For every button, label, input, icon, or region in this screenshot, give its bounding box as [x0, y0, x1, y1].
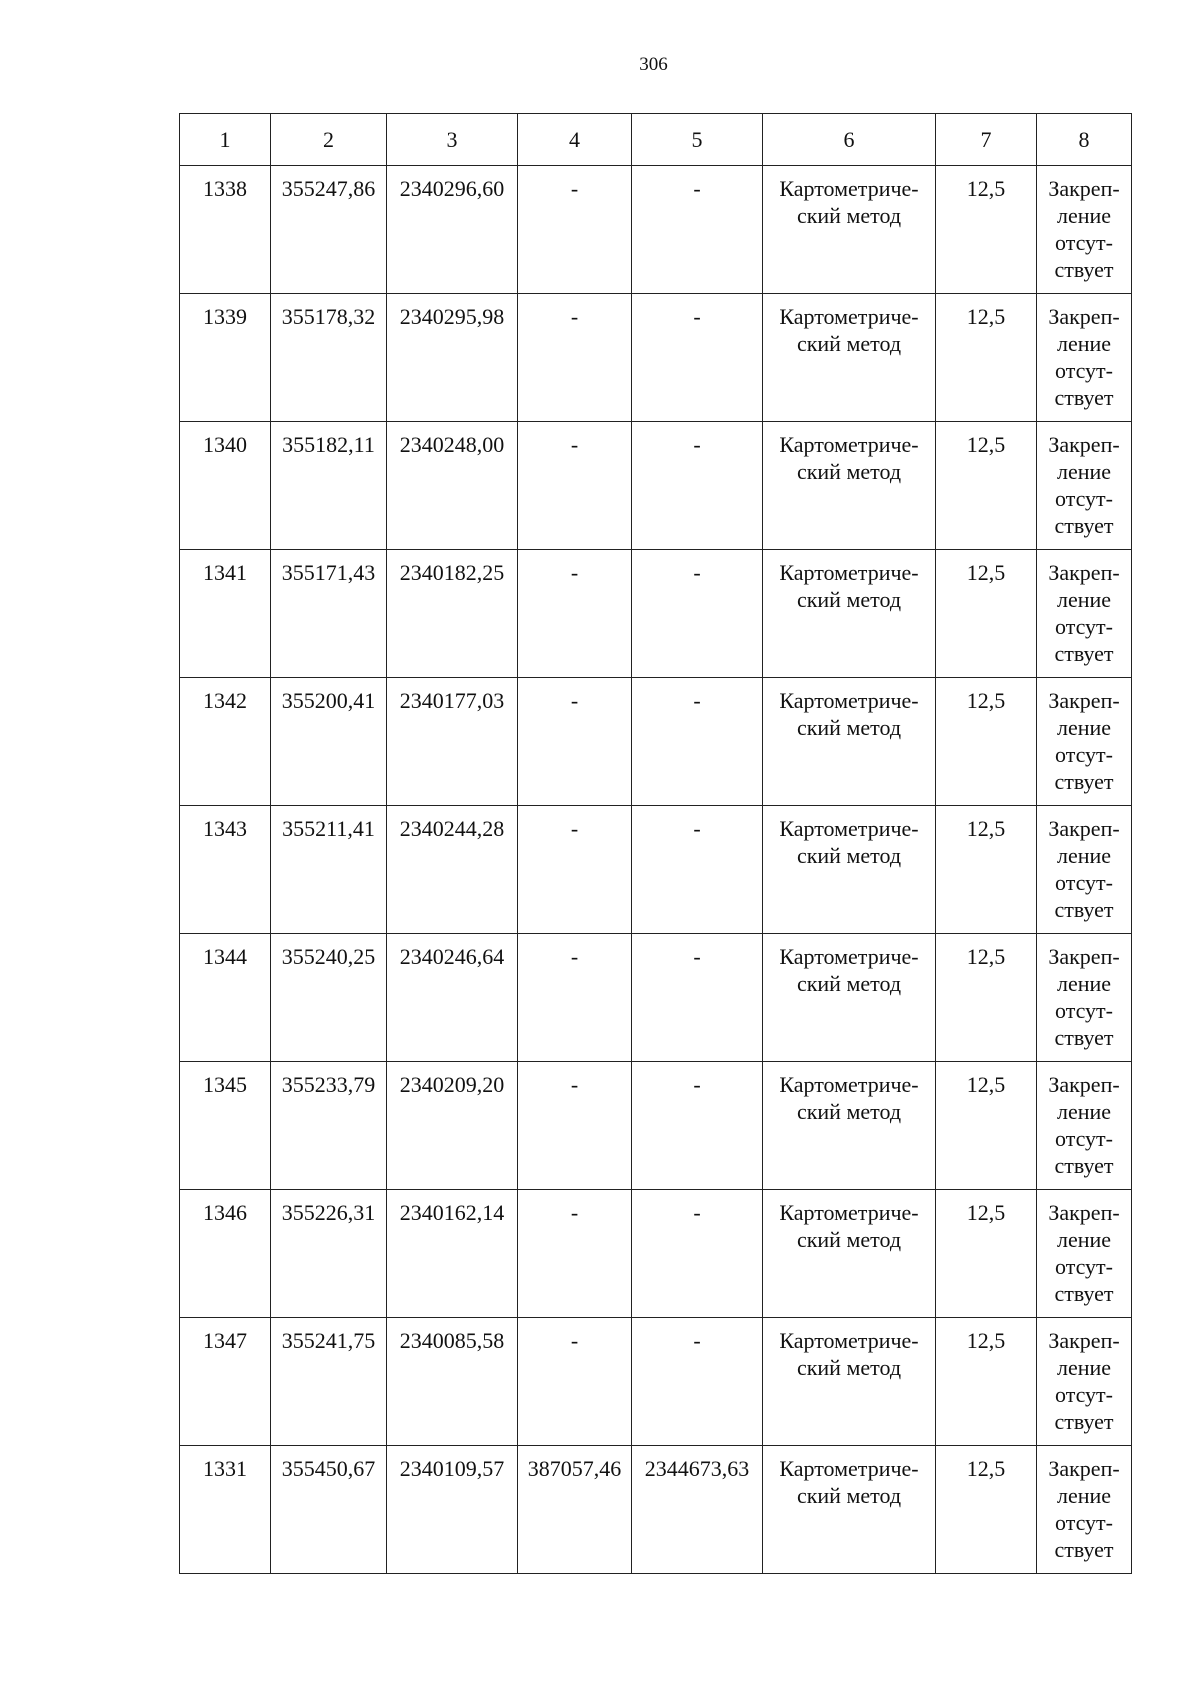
fixing-cell: Закреп- ление отсут- ствует	[1037, 1446, 1132, 1574]
method-cell: Картометриче- ский метод	[763, 422, 936, 550]
point-number-cell: 1344	[180, 934, 271, 1062]
accuracy-cell: 12,5	[936, 294, 1037, 422]
y-old-cell: -	[632, 806, 763, 934]
x-coordinate-cell: 355450,67	[271, 1446, 387, 1574]
accuracy-cell: 12,5	[936, 1446, 1037, 1574]
y-coordinate-cell: 2340246,64	[387, 934, 518, 1062]
y-coordinate-cell: 2340085,58	[387, 1318, 518, 1446]
header-cell-5: 5	[632, 114, 763, 166]
x-coordinate-cell: 355233,79	[271, 1062, 387, 1190]
x-coordinate-cell: 355241,75	[271, 1318, 387, 1446]
x-coordinate-cell: 355240,25	[271, 934, 387, 1062]
y-coordinate-cell: 2340162,14	[387, 1190, 518, 1318]
method-cell: Картометриче- ский метод	[763, 1190, 936, 1318]
page-number: 306	[639, 54, 668, 75]
y-coordinate-cell: 2340296,60	[387, 166, 518, 294]
x-old-cell: -	[518, 550, 632, 678]
table-row	[180, 294, 1132, 422]
method-cell: Картометриче- ский метод	[763, 294, 936, 422]
y-old-cell: -	[632, 1062, 763, 1190]
point-number-cell: 1346	[180, 1190, 271, 1318]
accuracy-cell: 12,5	[936, 806, 1037, 934]
table-row	[180, 166, 1132, 294]
y-coordinate-cell: 2340182,25	[387, 550, 518, 678]
fixing-cell: Закреп- ление отсут- ствует	[1037, 1062, 1132, 1190]
accuracy-cell: 12,5	[936, 934, 1037, 1062]
point-number-cell: 1343	[180, 806, 271, 934]
table-row	[180, 550, 1132, 678]
y-coordinate-cell: 2340295,98	[387, 294, 518, 422]
accuracy-cell: 12,5	[936, 1190, 1037, 1318]
y-old-cell: 2344673,63	[632, 1446, 763, 1574]
x-old-cell: -	[518, 1190, 632, 1318]
fixing-cell: Закреп- ление отсут- ствует	[1037, 422, 1132, 550]
table-row	[180, 1318, 1132, 1446]
table-header-row	[180, 114, 1132, 166]
method-cell: Картометриче- ский метод	[763, 678, 936, 806]
x-old-cell: -	[518, 934, 632, 1062]
x-old-cell: -	[518, 678, 632, 806]
table-row	[180, 1062, 1132, 1190]
table-body	[180, 166, 1132, 1574]
fixing-cell: Закреп- ление отсут- ствует	[1037, 1190, 1132, 1318]
point-number-cell: 1331	[180, 1446, 271, 1574]
x-old-cell: -	[518, 166, 632, 294]
point-number-cell: 1347	[180, 1318, 271, 1446]
point-number-cell: 1341	[180, 550, 271, 678]
y-coordinate-cell: 2340177,03	[387, 678, 518, 806]
accuracy-cell: 12,5	[936, 422, 1037, 550]
x-coordinate-cell: 355171,43	[271, 550, 387, 678]
accuracy-cell: 12,5	[936, 166, 1037, 294]
method-cell: Картометриче- ский метод	[763, 1318, 936, 1446]
y-coordinate-cell: 2340109,57	[387, 1446, 518, 1574]
table-row	[180, 934, 1132, 1062]
header-cell-6: 6	[763, 114, 936, 166]
method-cell: Картометриче- ский метод	[763, 550, 936, 678]
fixing-cell: Закреп- ление отсут- ствует	[1037, 678, 1132, 806]
point-number-cell: 1338	[180, 166, 271, 294]
header-cell-8: 8	[1037, 114, 1132, 166]
y-old-cell: -	[632, 294, 763, 422]
y-old-cell: -	[632, 678, 763, 806]
header-cell-3: 3	[387, 114, 518, 166]
method-cell: Картометриче- ский метод	[763, 1446, 936, 1574]
x-old-cell: -	[518, 1318, 632, 1446]
table-row	[180, 1446, 1132, 1574]
table-row	[180, 1190, 1132, 1318]
fixing-cell: Закреп- ление отсут- ствует	[1037, 934, 1132, 1062]
table-row	[180, 806, 1132, 934]
accuracy-cell: 12,5	[936, 1062, 1037, 1190]
fixing-cell: Закреп- ление отсут- ствует	[1037, 1318, 1132, 1446]
header-cell-2: 2	[271, 114, 387, 166]
method-cell: Картометриче- ский метод	[763, 934, 936, 1062]
fixing-cell: Закреп- ление отсут- ствует	[1037, 806, 1132, 934]
y-old-cell: -	[632, 422, 763, 550]
x-coordinate-cell: 355178,32	[271, 294, 387, 422]
table-row	[180, 422, 1132, 550]
header-cell-1: 1	[180, 114, 271, 166]
x-old-cell: -	[518, 806, 632, 934]
x-coordinate-cell: 355200,41	[271, 678, 387, 806]
method-cell: Картометриче- ский метод	[763, 166, 936, 294]
accuracy-cell: 12,5	[936, 550, 1037, 678]
x-coordinate-cell: 355182,11	[271, 422, 387, 550]
x-old-cell: -	[518, 1062, 632, 1190]
coordinates-table	[179, 113, 1132, 1574]
x-coordinate-cell: 355226,31	[271, 1190, 387, 1318]
x-old-cell: -	[518, 422, 632, 550]
y-coordinate-cell: 2340209,20	[387, 1062, 518, 1190]
point-number-cell: 1345	[180, 1062, 271, 1190]
fixing-cell: Закреп- ление отсут- ствует	[1037, 294, 1132, 422]
accuracy-cell: 12,5	[936, 678, 1037, 806]
method-cell: Картометриче- ский метод	[763, 806, 936, 934]
x-coordinate-cell: 355247,86	[271, 166, 387, 294]
y-coordinate-cell: 2340244,28	[387, 806, 518, 934]
table-row	[180, 678, 1132, 806]
point-number-cell: 1342	[180, 678, 271, 806]
x-old-cell: 387057,46	[518, 1446, 632, 1574]
x-coordinate-cell: 355211,41	[271, 806, 387, 934]
fixing-cell: Закреп- ление отсут- ствует	[1037, 550, 1132, 678]
method-cell: Картометриче- ский метод	[763, 1062, 936, 1190]
header-cell-7: 7	[936, 114, 1037, 166]
y-old-cell: -	[632, 166, 763, 294]
y-old-cell: -	[632, 1190, 763, 1318]
point-number-cell: 1339	[180, 294, 271, 422]
y-old-cell: -	[632, 934, 763, 1062]
y-old-cell: -	[632, 1318, 763, 1446]
y-coordinate-cell: 2340248,00	[387, 422, 518, 550]
fixing-cell: Закреп- ление отсут- ствует	[1037, 166, 1132, 294]
point-number-cell: 1340	[180, 422, 271, 550]
y-old-cell: -	[632, 550, 763, 678]
accuracy-cell: 12,5	[936, 1318, 1037, 1446]
header-cell-4: 4	[518, 114, 632, 166]
x-old-cell: -	[518, 294, 632, 422]
